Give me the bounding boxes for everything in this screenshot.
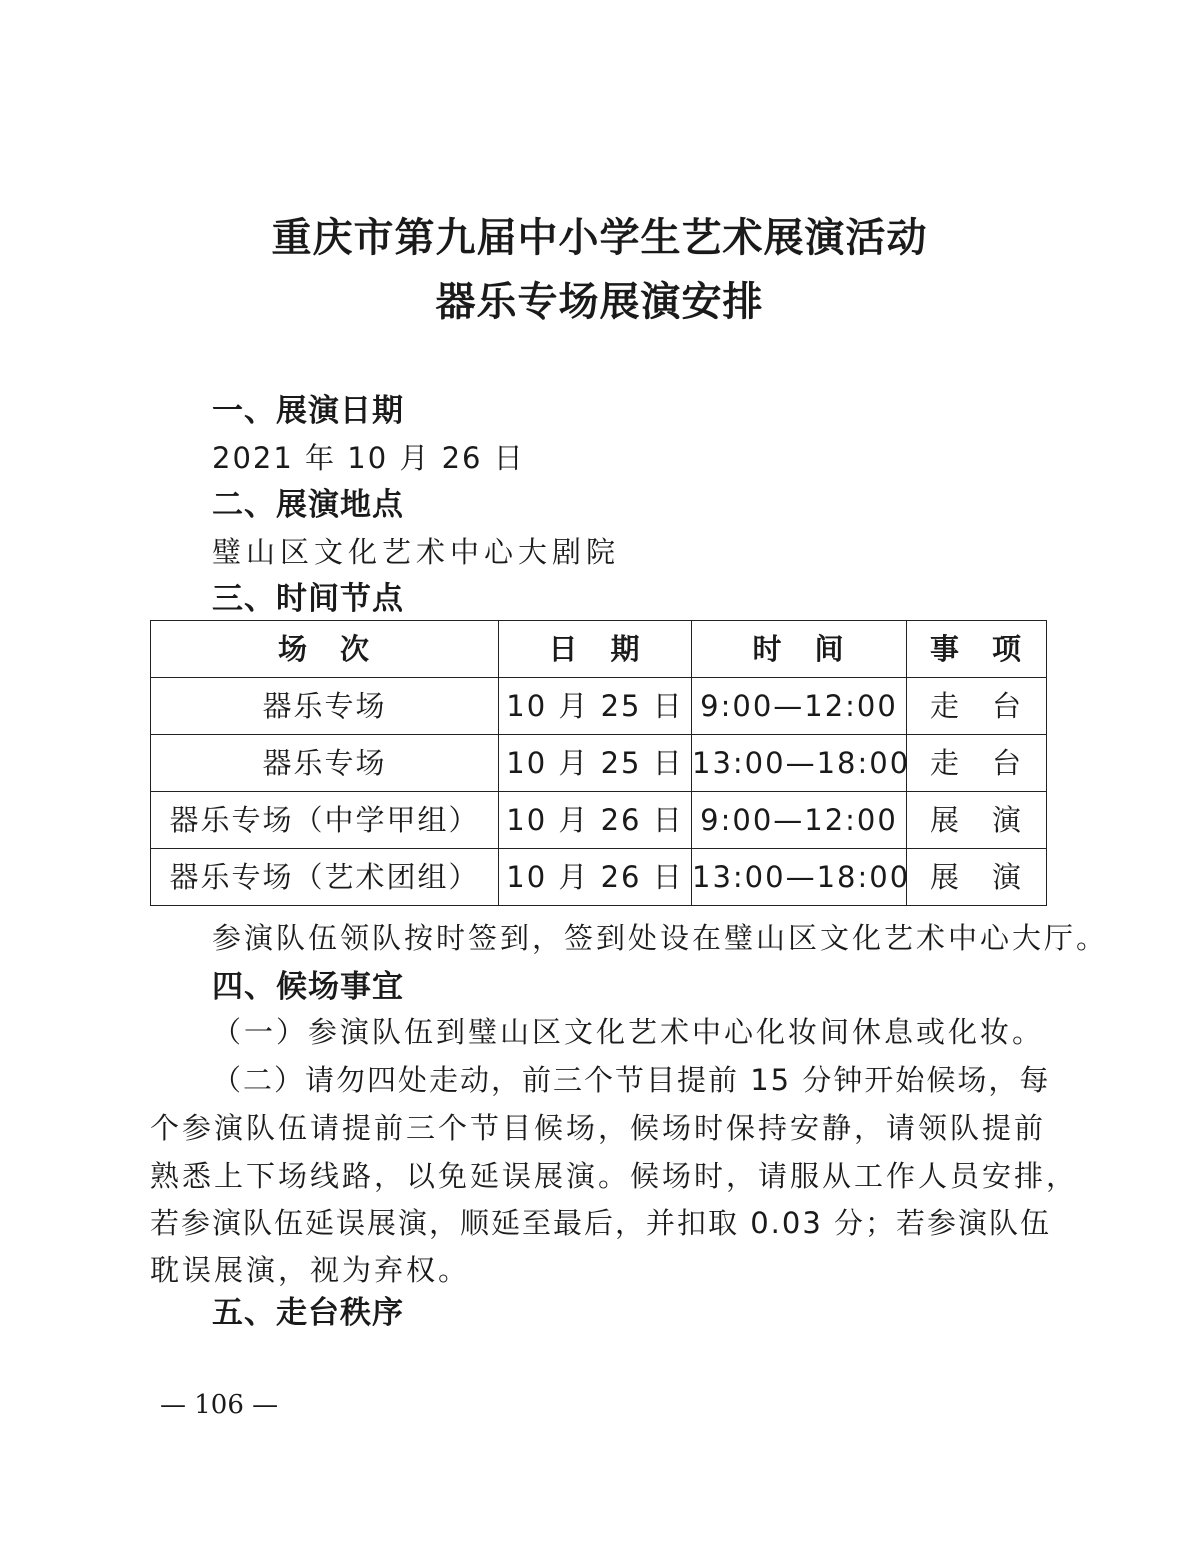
- table-header-session: 场 次: [151, 621, 499, 678]
- table-row: [151, 678, 1047, 735]
- table-cell-item: 走 台: [907, 735, 1047, 792]
- table-cell-time: 13:00—18:00: [692, 735, 907, 792]
- section-heading-venue: 二、展演地点: [212, 487, 404, 523]
- section-heading-date: 一、展演日期: [212, 393, 404, 429]
- table-cell-time: 13:00—18:00: [692, 849, 907, 906]
- page-number: — 106 —: [160, 1390, 279, 1420]
- waiting-item-2-line-1: （二）请勿四处走动，前三个节目提前 15 分钟开始候场，每: [212, 1063, 1051, 1097]
- table-row: [151, 735, 1047, 792]
- table-cell-time: 9:00—12:00: [692, 678, 907, 735]
- document-title-line-2: 器乐专场展演安排: [435, 278, 764, 325]
- table-row: [151, 849, 1047, 906]
- table-cell-session: 器乐专场: [151, 678, 499, 735]
- table-header-item: 事 项: [907, 621, 1047, 678]
- table-header-row: [151, 621, 1047, 678]
- table-cell-date: 10 月 25 日: [499, 678, 692, 735]
- table-cell-session: 器乐专场: [151, 735, 499, 792]
- table-header-time: 时 间: [692, 621, 907, 678]
- table-cell-date: 10 月 26 日: [499, 849, 692, 906]
- section-heading-timeline: 三、时间节点: [212, 581, 404, 617]
- sign-in-note: 参演队伍领队按时签到，签到处设在璧山区文化艺术中心大厅。: [212, 921, 1109, 955]
- table-cell-item: 展 演: [907, 849, 1047, 906]
- table-cell-item: 展 演: [907, 792, 1047, 849]
- table-cell-date: 10 月 26 日: [499, 792, 692, 849]
- table-header-date: 日 期: [499, 621, 692, 678]
- waiting-item-1: （一）参演队伍到璧山区文化艺术中心化妆间休息或化妆。: [212, 1015, 1045, 1049]
- table-cell-date: 10 月 25 日: [499, 735, 692, 792]
- waiting-item-2-line-5: 耽误展演，视为弃权。: [150, 1253, 471, 1287]
- event-date-text: 2021 年 10 月 26 日: [212, 441, 525, 475]
- document-title-line-1: 重庆市第九届中小学生艺术展演活动: [271, 214, 928, 261]
- section-heading-rehearsal: 五、走台秩序: [212, 1295, 404, 1331]
- table-cell-session: 器乐专场（中学甲组）: [151, 792, 499, 849]
- waiting-item-2-line-4: 若参演队伍延误展演，顺延至最后，并扣取 0.03 分；若参演队伍: [150, 1206, 1052, 1240]
- venue-text: 璧山区文化艺术中心大剧院: [212, 535, 621, 569]
- waiting-item-2-line-2: 个参演队伍请提前三个节目候场，候场时保持安静，请领队提前: [150, 1111, 1047, 1145]
- schedule-table: [150, 620, 1047, 906]
- table-cell-session: 器乐专场（艺术团组）: [151, 849, 499, 906]
- table-cell-item: 走 台: [907, 678, 1047, 735]
- section-heading-waiting: 四、候场事宜: [212, 969, 404, 1005]
- table-cell-time: 9:00—12:00: [692, 792, 907, 849]
- table-row: [151, 792, 1047, 849]
- waiting-item-2-line-3: 熟悉上下场线路，以免延误展演。候场时，请服从工作人员安排，: [150, 1159, 1079, 1193]
